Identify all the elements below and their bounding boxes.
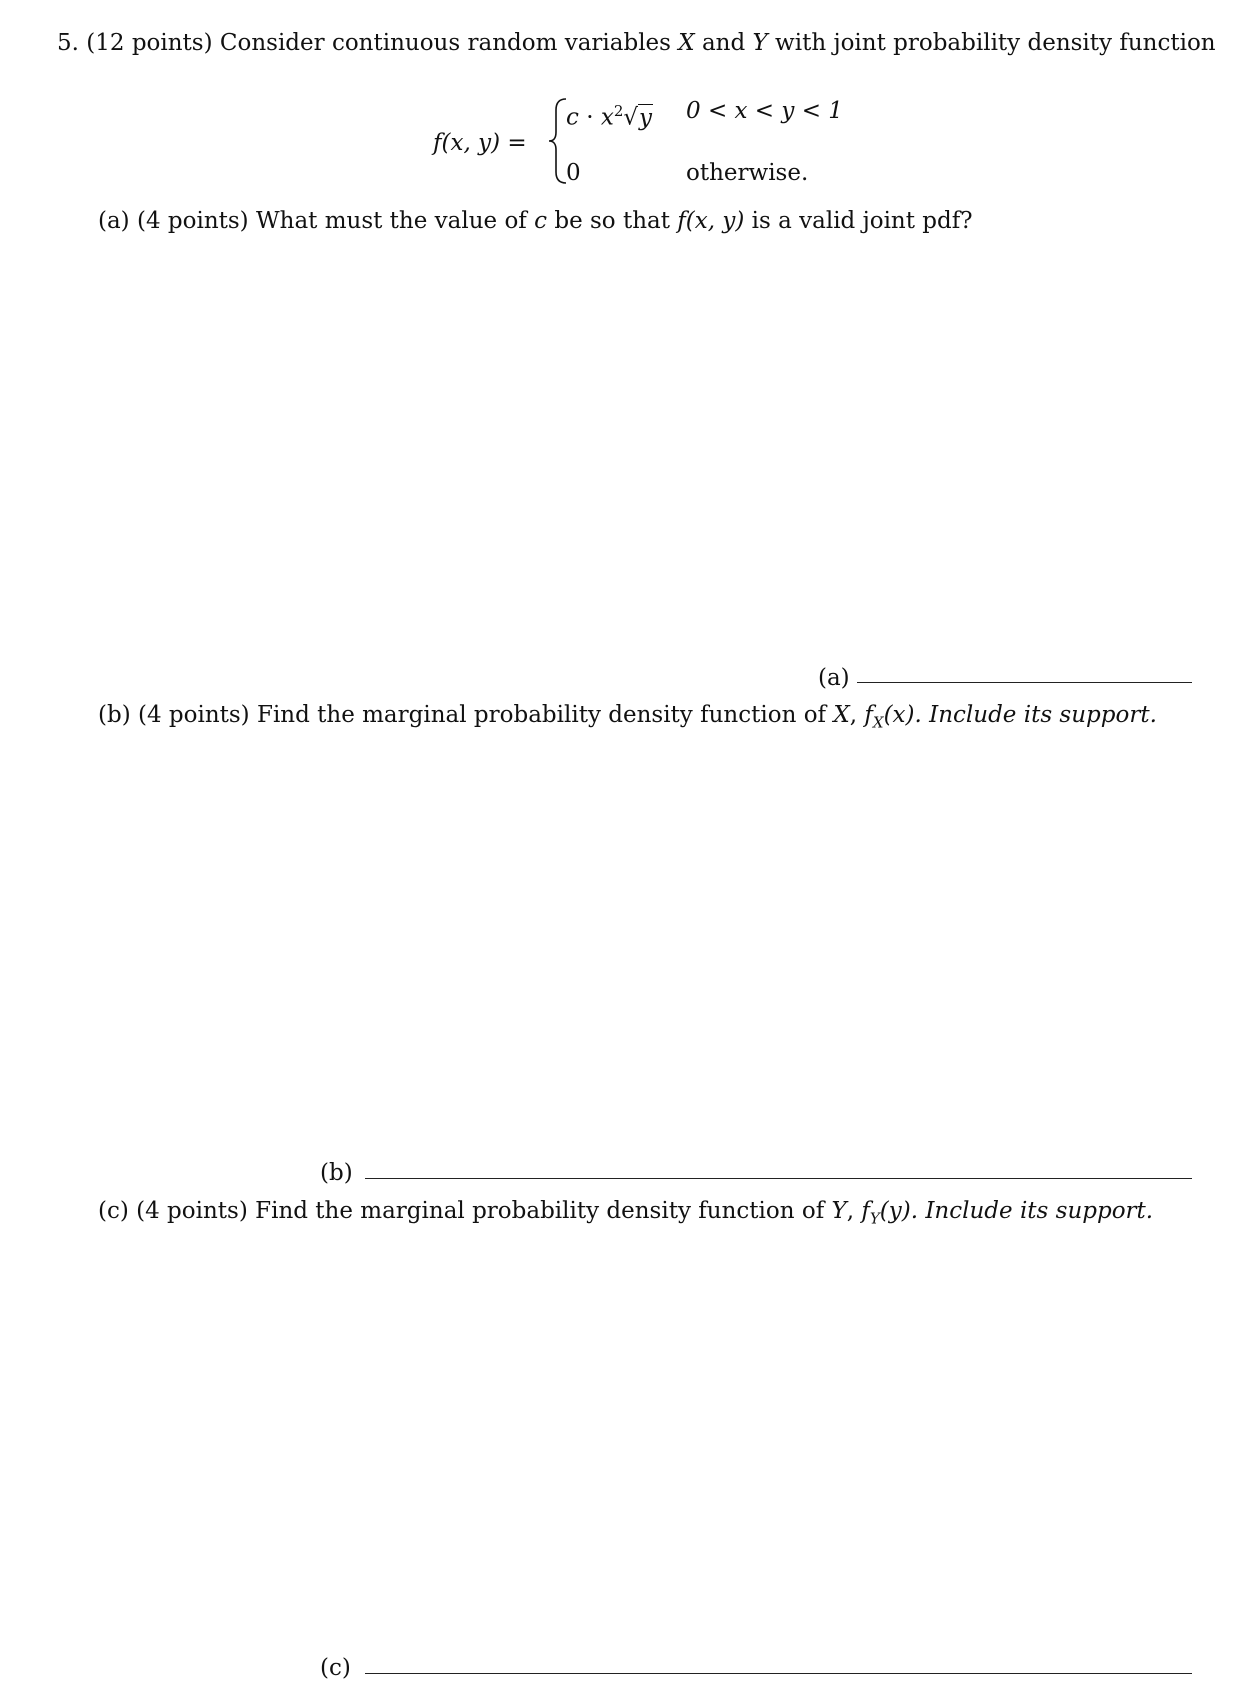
answer-c-line[interactable]	[365, 1673, 1192, 1674]
part-c-var-y: Y	[831, 1198, 847, 1224]
part-b-label: (b)	[98, 702, 131, 728]
part-b-sub: X	[872, 713, 884, 732]
answer-c-label: (c)	[320, 1655, 351, 1681]
case1-y: y	[639, 104, 653, 131]
answer-a-line[interactable]	[857, 682, 1192, 683]
part-c-prompt	[98, 1196, 1153, 1234]
and-text: and	[701, 30, 746, 56]
pdf-case1-condition: 0 < x < y < 1	[686, 98, 843, 124]
part-a-var-c: c	[534, 208, 548, 234]
part-a-fxy: f(x, y)	[677, 208, 745, 234]
answer-b-label: (b)	[320, 1160, 353, 1186]
sqrt-symbol: √	[623, 104, 639, 131]
case1-x: x	[600, 104, 614, 131]
question-intro: Consider continuous random variables	[219, 30, 671, 56]
part-b-prompt	[98, 700, 1157, 738]
part-b-fn: f	[864, 702, 873, 728]
part-a-prompt	[98, 206, 973, 236]
part-c-points: (4 points)	[136, 1198, 248, 1224]
question-intro-tail: with joint probability density function	[775, 30, 1216, 56]
part-a-text-3: is a valid joint pdf?	[751, 208, 973, 234]
part-b-arg: (x).	[883, 702, 922, 728]
pdf-case2-value: 0	[566, 160, 581, 186]
question-number: 5.	[57, 30, 79, 56]
part-c-support-note: Include its support.	[925, 1198, 1154, 1224]
part-b-support-note: Include its support.	[929, 702, 1157, 728]
answer-b-line[interactable]	[365, 1178, 1192, 1179]
answer-a-label: (a)	[818, 665, 850, 691]
case1-exponent: 2	[613, 102, 624, 120]
pdf-case1-expr	[566, 96, 653, 133]
part-c-label: (c)	[98, 1198, 129, 1224]
part-c-arg: (y).	[879, 1198, 919, 1224]
part-a-points: (4 points)	[136, 208, 249, 234]
question-points: (12 points)	[86, 30, 213, 56]
var-y: Y	[752, 30, 768, 56]
part-a-text-1: What must the value of	[255, 208, 527, 234]
case1-c: c	[566, 104, 579, 131]
pdf-lhs: f(x, y) =	[433, 130, 527, 156]
part-a-text-2: be so that	[554, 208, 670, 234]
part-b-sep: ,	[849, 702, 858, 728]
var-x: X	[678, 30, 695, 56]
case1-dot: ·	[586, 104, 594, 131]
part-c-fn: f	[861, 1198, 870, 1224]
part-c-text: Find the marginal probability density function of	[255, 1198, 825, 1224]
part-c-sep: ,	[846, 1198, 855, 1224]
part-c-sub: Y	[869, 1209, 880, 1228]
part-b-var-x: X	[833, 702, 850, 728]
part-b-points: (4 points)	[137, 702, 250, 728]
question-header	[57, 28, 1216, 58]
part-b-text: Find the marginal probability density function of	[256, 702, 827, 728]
part-a-label: (a)	[98, 208, 130, 234]
pdf-case2-condition: otherwise.	[686, 160, 809, 186]
